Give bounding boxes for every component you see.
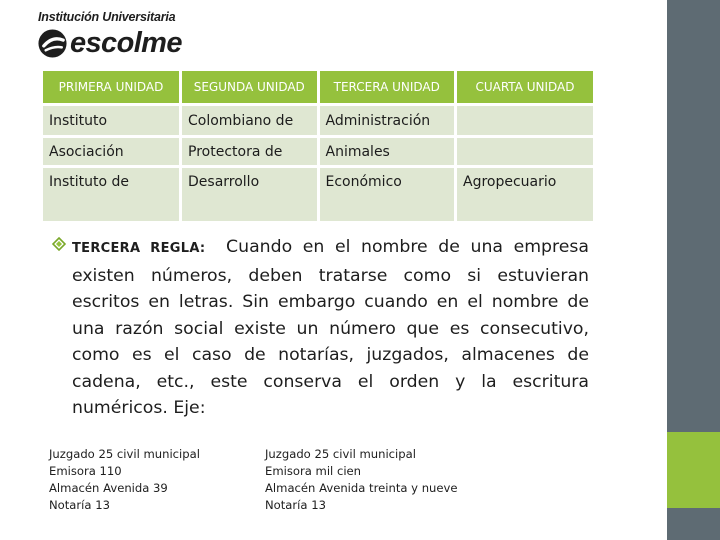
logo: [37, 26, 182, 60]
table-cell: Económico: [318, 167, 456, 223]
table-cell: Administración: [318, 105, 456, 137]
table-cell: Agropecuario: [456, 167, 594, 223]
examples-numeric-list: [49, 446, 200, 514]
table-cell: Colombiano de: [181, 105, 319, 137]
escolme-logo-icon: [37, 28, 68, 59]
table-row: [43, 137, 593, 167]
list-item: Almacén Avenida treinta y nueve: [265, 481, 458, 495]
rule-label: TERCERA REGLA:: [72, 241, 206, 256]
header-tercera-unidad: TERCERA UNIDAD: [318, 71, 456, 105]
table-cell: [456, 105, 594, 137]
third-rule-paragraph: [52, 234, 589, 422]
examples-written-list: [265, 446, 458, 514]
table-cell: [456, 137, 594, 167]
list-item: Almacén Avenida 39: [49, 481, 168, 495]
header-cuarta-unidad: CUARTA UNIDAD: [456, 71, 594, 105]
table-cell: Animales: [318, 137, 456, 167]
logo-institution-text: Institución Universitaria: [38, 10, 176, 24]
header-segunda-unidad: SEGUNDA UNIDAD: [181, 71, 319, 105]
list-item: Notaría 13: [265, 498, 326, 512]
list-item: Emisora mil cien: [265, 464, 362, 478]
list-item: Emisora 110: [49, 464, 122, 478]
list-item: Notaría 13: [49, 498, 110, 512]
units-table: [43, 71, 593, 224]
header-primera-unidad: PRIMERA UNIDAD: [43, 71, 181, 105]
sidebar-accent-block: [667, 432, 720, 508]
table-cell: Protectora de: [181, 137, 319, 167]
table-cell: Instituto: [43, 105, 181, 137]
table-cell: Desarrollo: [181, 167, 319, 223]
table-cell: Instituto de: [43, 167, 181, 223]
rule-text: Cuando en el nombre de una empresa existen números, deben tratarse como si estuvieran escritos en letras. Sin embargo cuando en el nombre de una razón social existe un número que es consecutivo, como es el caso de notarías, juzgados, almacenes de cadena, etc., este conserva el orden y la escritura numéricos. Eje:: [72, 237, 589, 418]
table-header-row: [43, 71, 593, 105]
table-row: [43, 167, 593, 223]
table-row: [43, 105, 593, 137]
list-item: Juzgado 25 civil municipal: [49, 447, 200, 461]
logo-brand-text: escolme: [70, 26, 182, 59]
table-cell: Asociación: [43, 137, 181, 167]
list-item: Juzgado 25 civil municipal: [265, 447, 416, 461]
